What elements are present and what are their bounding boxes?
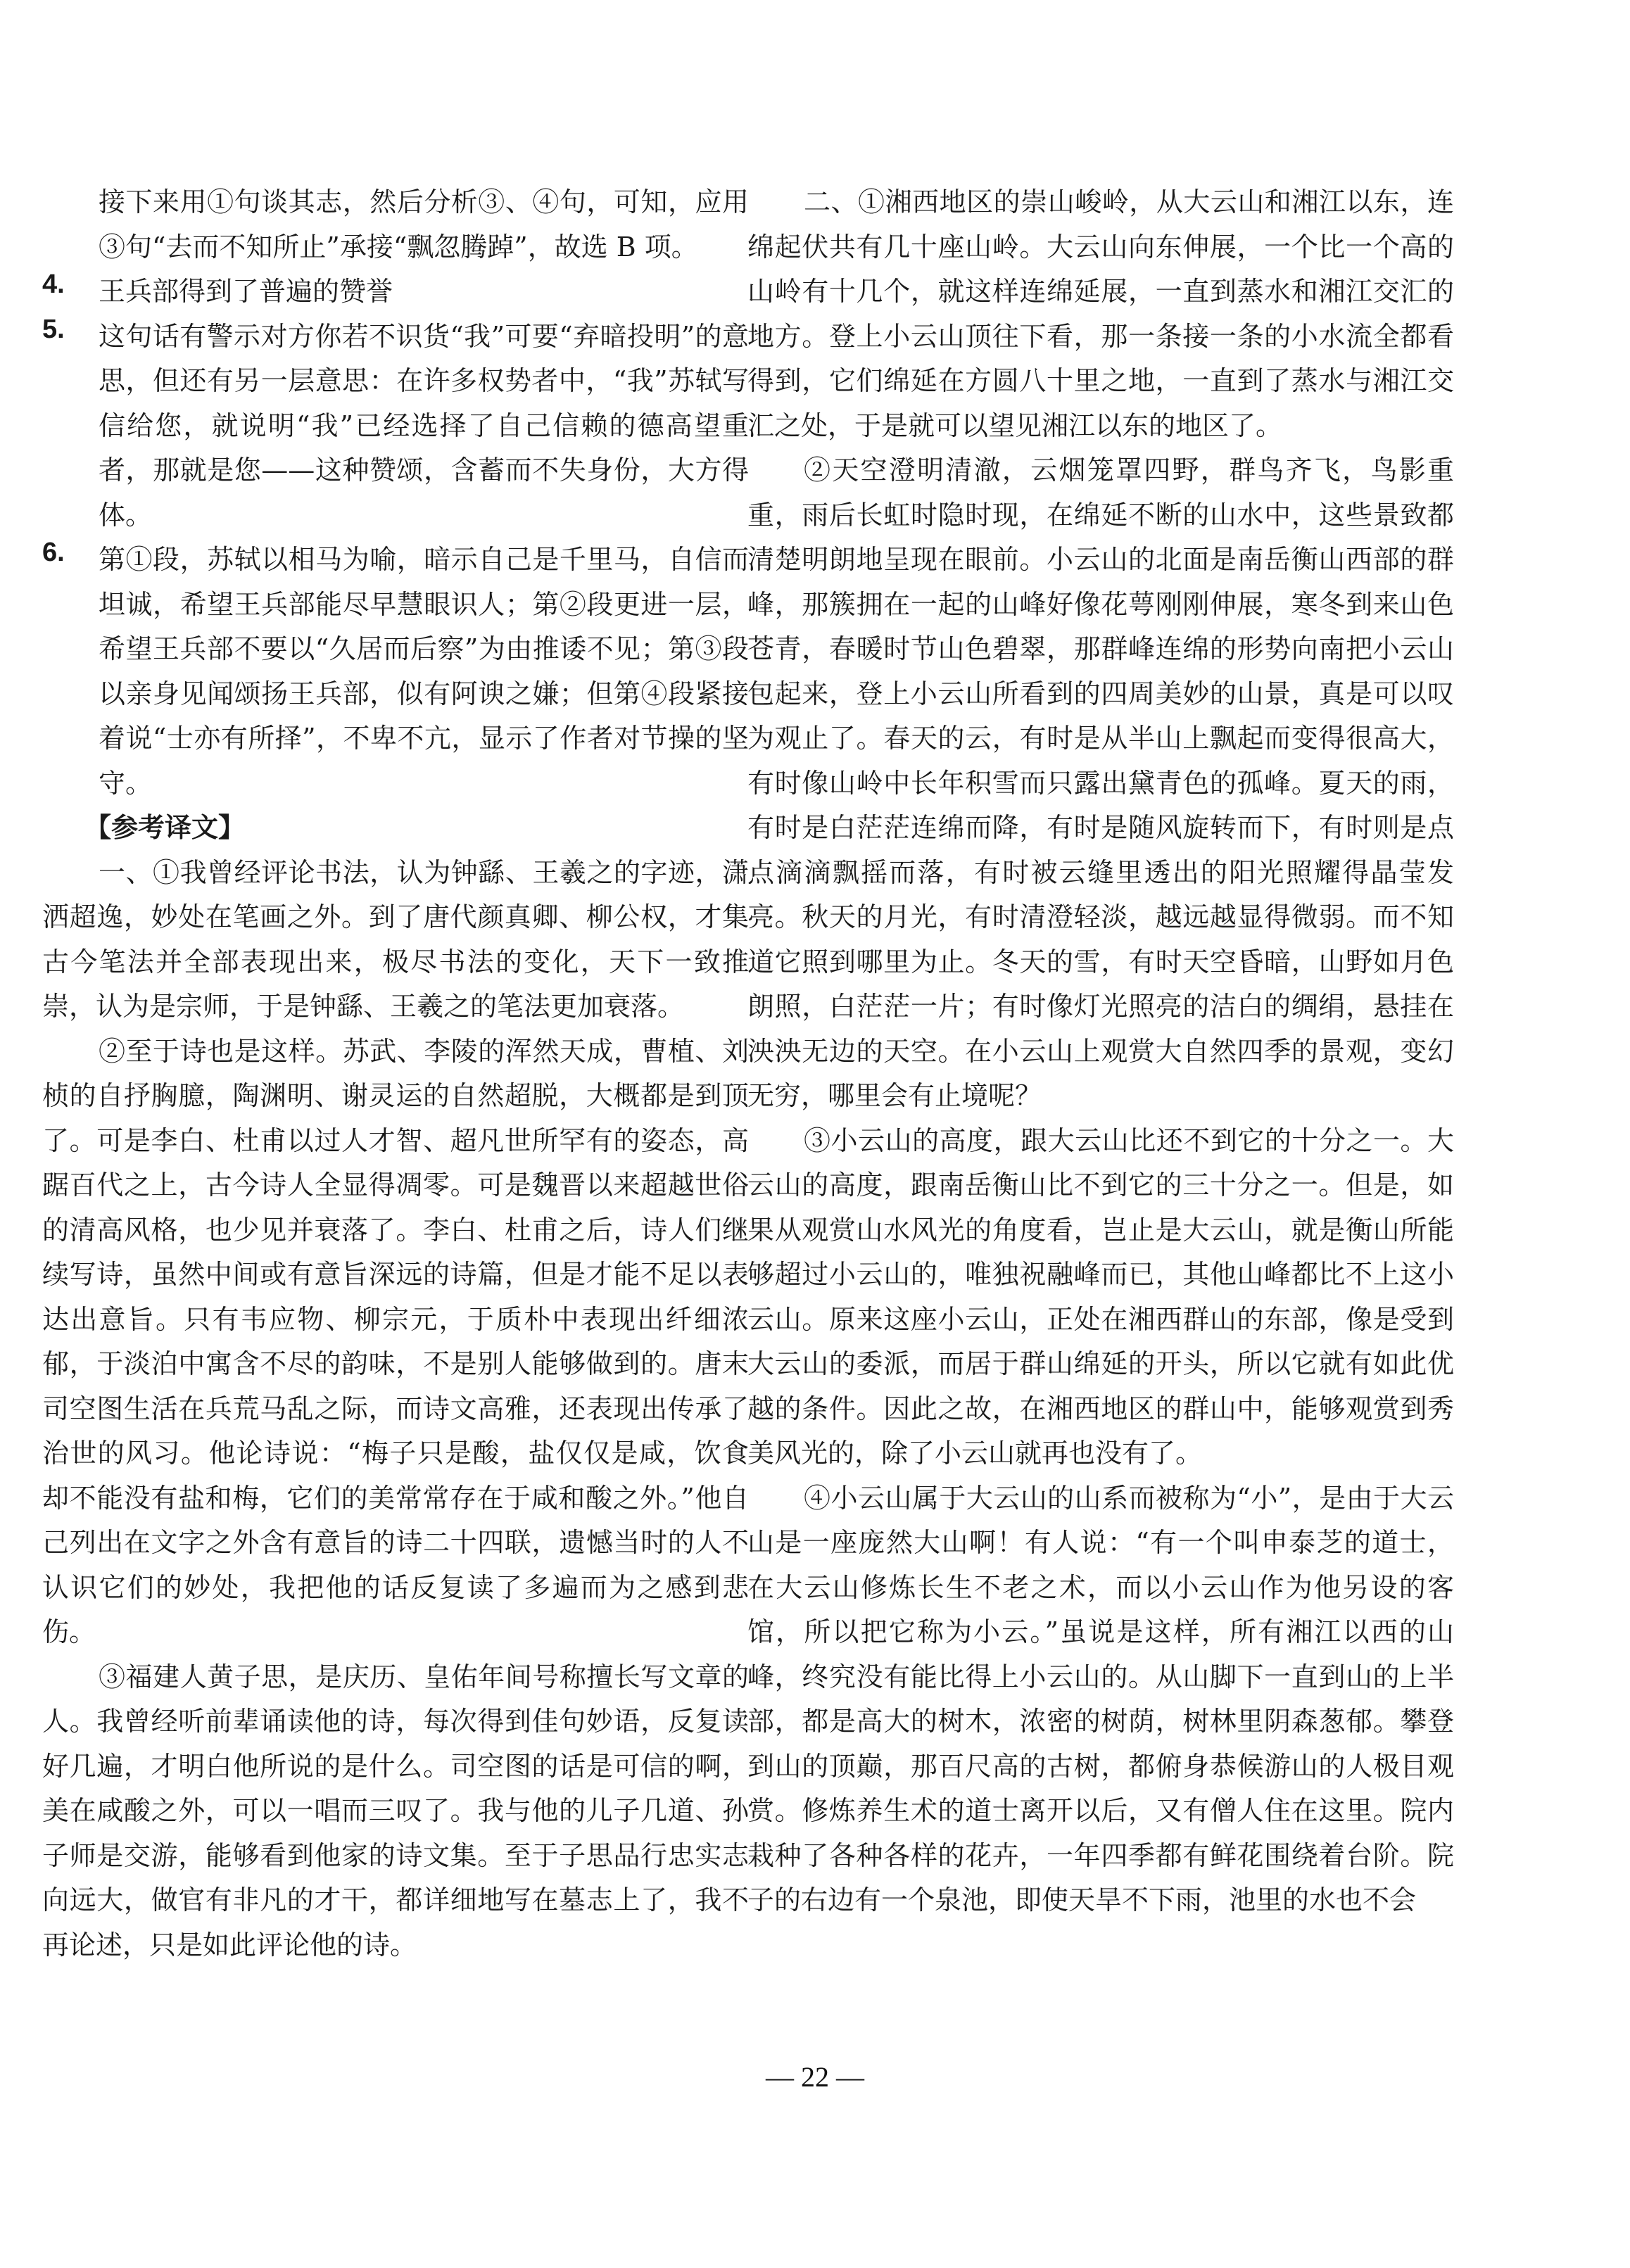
answer-text: 第①段，苏轼以相马为喻，暗示自己是千里马，自信而坦诚，希望王兵部能尽早慧眼识人；第②段更进一层，希望王兵部不要以“久居而后察”为由推诿不见；第③段以亲身见闻颂扬王兵部，似有阿谀之嫌；但第④段紧接着说“士亦有所择”，不卑不亢，显示了作者对节操的坚守。	[99, 544, 749, 799]
answer-continuation: 接下来用①句谈其志，然后分析③、④句，可知，应用③句“去而不知所止”承接“飘忽腾踔”，故选 B 项。	[99, 186, 749, 262]
translation-paragraph: ③小云山的高度，跟大云山比还不到它的十分之一。大云山的高度，跟南岳衡山比不到它的三十分之一。但是，如果从观赏山水风光的角度看，岂止是大云山，就是衡山所能够超过小云山的，唯独祝融峰而已，其他山峰都比不上这小云山。原来这座小云山，正处在湘西群山的东部，像是受到大云山的委派，而居于群山绵延的开头，所以它就有如此优越的条件。因此之故，在湘西地区的群山中，能够观赏到秀美风光的，除了小云山就再也没有了。	[747, 1125, 1454, 1469]
answer-text: 这句话有警示对方你若不识货“我”可要“弃暗投明”的意思，但还有另一层意思：在许多权势者中，“我”苏轼写信给您，就说明“我”已经选择了自己信赖的德高望重者，那就是您——这种赞颂，含蓄而不失身份，大方得体。	[99, 320, 749, 531]
translation-paragraph: ②至于诗也是这样。苏武、李陵的浑然天成，曹植、刘桢的自抒胸臆，陶渊明、谢灵运的自然超脱，大概都是到顶了。可是李白、杜甫以过人才智、超凡世所罕有的姿态，高踞百代之上，古今诗人全显得凋零。可是魏晋以来超越世俗的清高风格，也少见并衰落了。李白、杜甫之后，诗人们继续写诗，虽然中间或有意旨深远的诗篇，但是才能不足以表达出意旨。只有韦应物、柳宗元，于质朴中表现出纤细浓郁，于淡泊中寓含不尽的韵味，不是别人能够做到的。唐末司空图生活在兵荒马乱之际，而诗文高雅，还表现出传承了治世的风习。他论诗说：“梅子只是酸，盐仅仅是咸，饮食却不能没有盐和梅，它们的美常常存在于咸和酸之外。”他自己列出在文字之外含有意旨的诗二十四联，遗憾当时的人不认识它们的妙处，我把他的话反复读了多遍而为之感到悲伤。	[42, 1035, 749, 1647]
translation-paragraph: 二、①湘西地区的崇山峻岭，从大云山和湘江以东，连绵起伏共有几十座山岭。大云山向东伸展，一个比一个高的山岭有十几个，就这样连绵延展，一直到蒸水和湘江交汇的地方。登上小云山顶往下看，那一条接一条的小水流全都看得到，它们绵延在方圆八十里之地，一直到了蒸水与湘江交汇之处，于是就可以望见湘江以东的地区了。	[747, 186, 1454, 441]
answer-number: 5.	[42, 314, 65, 344]
translation-paragraph: ②天空澄明清澈，云烟笼罩四野，群鸟齐飞，鸟影重重，雨后长虹时隐时现，在绵延不断的山水中，这些景致都清楚明朗地呈现在眼前。小云山的北面是南岳衡山西部的群峰，那簇拥在一起的山峰好像花萼刚刚伸展，寒冬到来山色苍青，春暖时节山色碧翠，那群峰连绵的形势向南把小云山包起来，登上小云山所看到的四周美妙的山景，真是可以叹为观止了。春天的云，有时是从半山上飘起而变得很高大，有时像山岭中长年积雪而只露出黛青色的孤峰。夏天的雨，有时是白茫茫连绵而降，有时是随风旋转而下，有时则是点点滴滴飘摇而落，有时被云缝里透出的阳光照耀得晶莹发亮。秋天的月光，有时清澄轻淡，越远越显得微弱。而不知道它照到哪里为止。冬天的雪，有时天空昏暗，山野如月色朗照，白茫茫一片；有时像灯光照亮的洁白的绸绢，悬挂在泱泱无边的天空。在小云山上观赏大自然四季的景观，变幻无穷，哪里会有止境呢？	[747, 455, 1454, 1111]
answer-item-6	[42, 538, 749, 806]
answer-item-4	[42, 270, 749, 315]
answer-item-5	[42, 315, 749, 538]
translation-paragraph: ③福建人黄子思，是庆历、皇佑年间号称擅长写文章的人。我曾经听前辈诵读他的诗，每次得到佳句妙语，反复读好几遍，才明白他所说的是什么。司空图的话是可信的啊，美在咸酸之外，可以一唱而三叹了。我与他的儿子几道、孙子师是交游，能够看到他家的诗文集。至于子思品行忠实志向远大，做官有非凡的才干，都详细地写在墓志上了，我不再论述，只是如此评论他的诗。	[42, 1661, 749, 1960]
left-column	[42, 180, 749, 1968]
section-heading: 【参考译文】	[84, 812, 246, 843]
answer-number: 6.	[42, 538, 65, 567]
answer-number: 4.	[42, 270, 65, 299]
right-column	[747, 180, 1454, 1923]
answer-text: 王兵部得到了普遍的赞誉	[99, 276, 393, 307]
translation-paragraph: 一、①我曾经评论书法，认为钟繇、王羲之的字迹，潇洒超逸，妙处在笔画之外。到了唐代颜真卿、柳公权，才集古今笔法并全部表现出来，极尽书法的变化，天下一致推崇，认为是宗师，于是钟繇、王羲之的笔法更加衰落。	[42, 856, 749, 1022]
translation-paragraph: ④小云山属于大云山的山系而被称为“小”，是由于大云山是一座庞然大山啊！有人说：“有一个叫申泰芝的道士，在大云山修炼长生不老之术，而以小云山作为他另设的客馆，所以把它称为小云。”虽说是这样，所有湘江以西的山峰，终究没有能比得上小云山的。从山脚下一直到山的上半部，都是高大的树木，浓密的树荫，树林里阴森葱郁。攀登到山的顶巅，那百尺高的古树，都俯身恭候游山的人极目观赏。修炼养生术的道士离开以后，又有僧人住在这里。院内栽种了各种各样的花卉，一年四季都有鲜花围绕着台阶。院子的右边有一个泉池，即使天旱不下雨，池里的水也不会	[747, 1482, 1454, 1915]
page-number: — 22 —	[766, 2061, 864, 2093]
